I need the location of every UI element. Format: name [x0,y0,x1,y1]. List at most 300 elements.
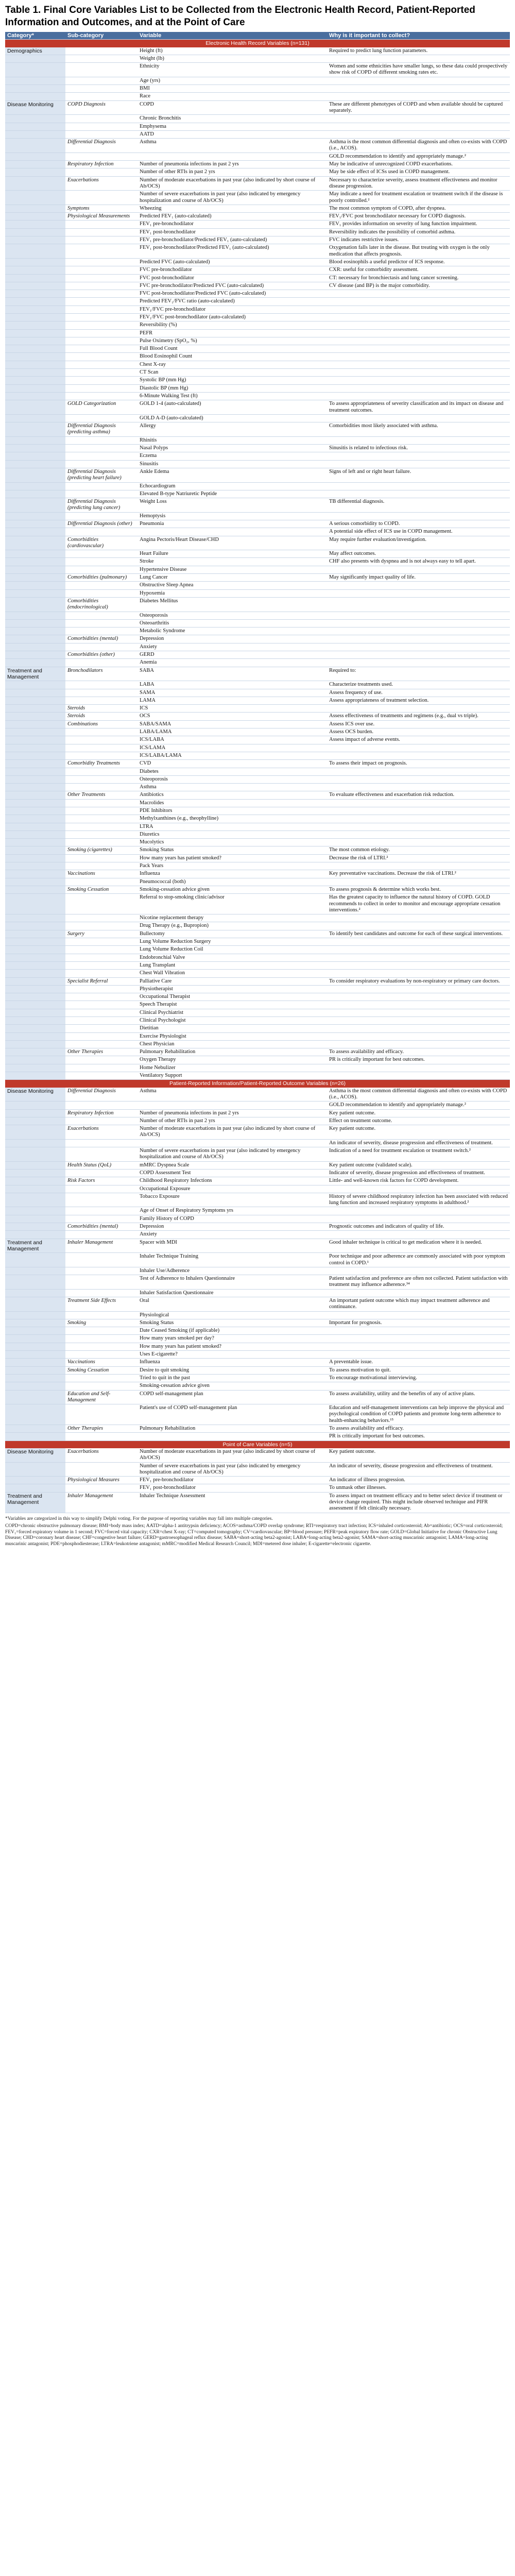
category-cell [5,452,65,460]
why-cell: Assess OCS burden. [327,728,510,736]
subcategory-cell: Comorbidities (mental) [65,1223,138,1231]
table-row [5,345,510,353]
table-row [5,274,510,282]
category-cell: Treatment and Management [5,667,65,681]
why-cell: An indicator of illness progression. [327,1477,510,1484]
table-row [5,736,510,744]
variable-cell: Height (ft) [138,47,327,55]
why-cell: Assess impact of adverse events. [327,736,510,744]
why-cell [327,815,510,823]
subcategory-cell: Smoking (cigarettes) [65,846,138,854]
table-row [5,589,510,597]
category-cell [5,436,65,444]
category-cell [5,582,65,589]
subcategory-cell [65,659,138,667]
variable-cell: Emphysema [138,123,327,130]
why-cell [327,1040,510,1048]
why-cell: To assess availability and efficacy. [327,1425,510,1433]
table-row [5,775,510,783]
variable-cell: Pack Years [138,862,327,870]
why-cell [327,93,510,100]
why-cell: To assess impact on treatment efficacy and to better select device if treatment or device change required. This might include observed technique and PIFR assessment if felt clinically necessary. [327,1492,510,1513]
table-row [5,205,510,212]
variable-cell: Number of other RTIs in past 2 yrs [138,168,327,176]
why-cell [327,628,510,635]
table-row [5,635,510,643]
table-row [5,1366,510,1374]
variable-cell: Tried to quit in the past [138,1374,327,1382]
category-cell: Disease Monitoring [5,1088,65,1101]
why-cell [327,1327,510,1335]
variable-cell: Ankle Edema [138,468,327,482]
subcategory-cell [65,612,138,619]
table-row [5,414,510,422]
subcategory-cell: Respiratory Infection [65,161,138,168]
table-row [5,1359,510,1366]
subcategory-cell [65,894,138,914]
category-cell [5,1177,65,1185]
subcategory-cell [65,1462,138,1477]
table-row [5,1462,510,1477]
subcategory-cell: Inhaler Management [65,1239,138,1253]
why-cell: Prognostic outcomes and indicators of quality of life. [327,1223,510,1231]
subcategory-cell: Inhaler Management [65,1492,138,1513]
table-row [5,1289,510,1297]
category-cell [5,635,65,643]
table-row [5,697,510,704]
table-row [5,139,510,153]
subcategory-cell: Differential Diagnosis (other) [65,520,138,528]
variable-cell: Nicotine replacement therapy [138,914,327,922]
category-cell [5,130,65,138]
variable-cell: Full Blood Count [138,345,327,353]
category-cell [5,1335,65,1343]
category-cell [5,1101,65,1109]
category-cell [5,520,65,528]
why-cell [327,1009,510,1016]
category-cell [5,1359,65,1366]
why-cell [327,85,510,93]
subcategory-cell [65,228,138,236]
variable-cell: Oral [138,1297,327,1311]
subcategory-cell: Vaccinations [65,1359,138,1366]
category-cell [5,791,65,799]
variable-cell: Antibiotics [138,791,327,799]
why-cell: Has the greatest capacity to influence the natural history of COPD. GOLD recommends to collect in order to monitor and encourage appropriate cessation interventions.² [327,894,510,914]
subcategory-cell [65,775,138,783]
table-row [5,115,510,123]
variable-cell: ICS [138,705,327,713]
why-cell: Blood eosinophils a useful predictor of ICS response. [327,258,510,266]
why-cell: Key patient outcome. [327,1125,510,1140]
table-row [5,1207,510,1215]
subcategory-cell [65,1025,138,1032]
why-cell [327,1382,510,1390]
table-row [5,1231,510,1239]
table-row [5,582,510,589]
variable-cell: BMI [138,85,327,93]
category-cell: Treatment and Management [5,1239,65,1253]
category-cell [5,651,65,659]
why-cell [327,377,510,384]
why-cell [327,612,510,619]
why-cell: May indicate a need for treatment escalation or treatment switch if the disease is poorly controlled.² [327,191,510,205]
category-cell [5,1462,65,1477]
why-cell: PR is critically important for best outcomes. [327,1433,510,1440]
variable-cell: Pneumococcal (both) [138,878,327,886]
subcategory-cell [65,799,138,807]
table-row [5,970,510,977]
variable-cell: Age (yrs) [138,77,327,84]
category-cell [5,628,65,635]
category-cell [5,736,65,744]
category-cell [5,298,65,306]
table-row [5,452,510,460]
why-cell [327,1289,510,1297]
why-cell: Assess appropriateness of treatment selection. [327,697,510,704]
table-row [5,1343,510,1350]
category-cell [5,823,65,831]
variable-cell: SABA [138,667,327,681]
category-cell [5,970,65,977]
category-cell [5,290,65,298]
variable-cell: Elevated B-type Natriuretic Peptide [138,490,327,498]
variable-cell [138,152,327,160]
variable-cell: Speech Therapist [138,1001,327,1009]
subcategory-cell [65,1215,138,1223]
category-cell [5,815,65,823]
table-row [5,161,510,168]
table-row [5,298,510,306]
why-cell [327,619,510,627]
why-cell: CV disease (and BP) is the major comorbidity. [327,282,510,290]
subcategory-cell [65,377,138,384]
why-cell [327,384,510,392]
variable-cell: Diuretics [138,831,327,838]
table-row [5,1425,510,1433]
variable-cell: Macrolides [138,799,327,807]
category-cell [5,954,65,961]
category-cell [5,460,65,468]
table-row [5,1048,510,1056]
subcategory-cell: Vaccinations [65,870,138,878]
category-cell [5,228,65,236]
table-row [5,659,510,667]
core-variables-table [5,32,510,1513]
variable-cell: Chronic Bronchitis [138,115,327,123]
table-row [5,1215,510,1223]
subcategory-cell [65,1117,138,1125]
table-row [5,597,510,612]
category-cell [5,400,65,415]
category-cell [5,807,65,815]
variable-cell [138,1139,327,1147]
table-row [5,807,510,815]
subcategory-cell [65,152,138,160]
subcategory-cell [65,839,138,846]
subcategory-cell: Smoking Cessation [65,886,138,893]
variable-cell: How many years has patient smoked? [138,854,327,862]
subcategory-cell [65,1335,138,1343]
why-cell [327,589,510,597]
subcategory-cell [65,460,138,468]
category-cell [5,760,65,768]
variable-cell: CT Scan [138,369,327,377]
why-cell: To assess their impact on prognosis. [327,760,510,768]
category-cell [5,1139,65,1147]
category-cell: Disease Monitoring [5,1448,65,1462]
variable-cell: Desire to quit smoking [138,1366,327,1374]
subcategory-cell: Differential Diagnosis [65,1088,138,1101]
table-row [5,445,510,452]
category-cell [5,490,65,498]
variable-cell: Diabetes Mellitus [138,597,327,612]
table-row [5,176,510,191]
table-row [5,1492,510,1513]
why-cell [327,55,510,62]
category-cell [5,619,65,627]
category-cell [5,414,65,422]
variable-cell: Anxiety [138,1231,327,1239]
why-cell [327,775,510,783]
variable-cell: Inhaler Satisfaction Questionnaire [138,1289,327,1297]
why-cell [327,862,510,870]
category-cell [5,862,65,870]
why-cell: CXR: useful for comorbidity assessment. [327,266,510,274]
variable-cell: Eczema [138,452,327,460]
why-cell: An important patient outcome which may impact treatment adherence and continuance. [327,1297,510,1311]
table-row [5,266,510,274]
why-cell: Asthma is the most common differential diagnosis and often co-exists with COPD (i.e., ACOS). [327,1088,510,1101]
table-row [5,1311,510,1319]
table-row [5,870,510,878]
why-cell [327,878,510,886]
why-cell [327,752,510,759]
table-row [5,643,510,651]
why-cell [327,823,510,831]
variable-cell: PEFR [138,329,327,337]
category-cell [5,1048,65,1056]
table-row [5,566,510,573]
category-cell [5,536,65,550]
variable-cell: Echocardiogram [138,482,327,490]
subcategory-cell [65,946,138,954]
table-row [5,1448,510,1462]
subcategory-cell [65,414,138,422]
subcategory-cell [65,550,138,558]
variable-cell: Influenza [138,870,327,878]
category-cell [5,1040,65,1048]
table-row [5,1169,510,1177]
subcategory-cell [65,274,138,282]
table-row [5,55,510,62]
subcategory-cell [65,85,138,93]
table-row [5,728,510,736]
variable-cell: SAMA [138,689,327,697]
variable-cell: Endobronchial Valve [138,954,327,961]
table-row [5,938,510,946]
subcategory-cell [65,1072,138,1080]
subcategory-cell [65,361,138,368]
category-cell [5,384,65,392]
subcategory-cell [65,298,138,306]
variable-cell: Physiological [138,1311,327,1319]
variable-cell: AATD [138,130,327,138]
category-cell [5,282,65,290]
table-row [5,321,510,329]
subcategory-cell [65,681,138,689]
subcategory-cell [65,878,138,886]
category-cell [5,77,65,84]
subcategory-cell [65,115,138,123]
subcategory-cell [65,337,138,345]
why-cell [327,123,510,130]
why-cell: To assess availability, utility and the benefits of any of active plans. [327,1390,510,1404]
table-row [5,1319,510,1327]
variable-cell: Depression [138,635,327,643]
table-row [5,1147,510,1162]
variable-cell: FEV₁ pre-bronchodilator [138,221,327,228]
variable-cell: Hypertensive Disease [138,566,327,573]
category-cell [5,985,65,993]
variable-cell: Pulmonary Rehabilitation [138,1425,327,1433]
table-row [5,528,510,536]
category-cell [5,574,65,582]
category-cell [5,1125,65,1140]
variable-cell: How many years smoked per day? [138,1335,327,1343]
variable-cell: Pulmonary Rehabilitation [138,1048,327,1056]
subcategory-cell: Specialist Referral [65,977,138,985]
subcategory-cell [65,1289,138,1297]
subcategory-cell [65,1231,138,1239]
table-row [5,498,510,513]
why-cell [327,659,510,667]
variable-cell: Osteoarthritis [138,619,327,627]
table-row [5,1040,510,1048]
subcategory-cell [65,452,138,460]
variable-cell: Home Nebulizer [138,1064,327,1072]
table-row [5,628,510,635]
variable-cell: Anemia [138,659,327,667]
subcategory-cell [65,1040,138,1048]
subcategory-cell [65,93,138,100]
category-cell [5,558,65,566]
subcategory-cell [65,55,138,62]
table-row [5,152,510,160]
table-row [5,85,510,93]
table-row [5,1161,510,1169]
subcategory-cell [65,1267,138,1275]
category-cell [5,1223,65,1231]
why-cell [327,1335,510,1343]
why-cell [327,1207,510,1215]
subcategory-cell [65,445,138,452]
category-cell [5,468,65,482]
why-cell: The most common etiology. [327,846,510,854]
variable-cell: ICS/LABA [138,736,327,744]
variable-cell: COPD [138,100,327,115]
why-cell [327,353,510,361]
table-row [5,123,510,130]
category-cell [5,1425,65,1433]
subcategory-cell: GOLD Categorization [65,400,138,415]
category-cell [5,846,65,854]
subcategory-cell [65,191,138,205]
subcategory-cell [65,985,138,993]
variable-cell: mMRC Dyspnea Scale [138,1161,327,1169]
table-row [5,313,510,321]
why-cell: May be indicative of unrecognized COPD exacerbations. [327,161,510,168]
category-cell [5,1109,65,1117]
table-row [5,1382,510,1390]
table-row [5,1001,510,1009]
why-cell: An indicator of severity, disease progression and effectiveness of treatment. [327,1462,510,1477]
category-cell [5,482,65,490]
table-row [5,720,510,728]
variable-cell: How many years has patient smoked? [138,1343,327,1350]
subcategory-cell [65,345,138,353]
category-cell [5,1311,65,1319]
why-cell: To assess appropriateness of severity classification and its impact on disease and treatment outcomes. [327,400,510,415]
variable-cell: Asthma [138,1088,327,1101]
category-cell: Demographics [5,47,65,55]
category-cell [5,566,65,573]
variable-cell: Clinical Psychiatrist [138,1009,327,1016]
category-cell [5,1231,65,1239]
why-cell: FVC indicates restrictive issues. [327,236,510,244]
why-cell [327,961,510,969]
variable-cell: CVD [138,760,327,768]
table-row [5,1433,510,1440]
variable-cell: FEV₁/FVC post-bronchodilator (auto-calculated) [138,313,327,321]
subcategory-cell [65,728,138,736]
subcategory-cell [65,1327,138,1335]
category-cell [5,221,65,228]
variable-cell: Osteoporosis [138,612,327,619]
why-cell [327,651,510,659]
table-title: Table 1. Final Core Variables List to be Collected from the Electronic Health Record, Patient-Reported Information and Outcomes, and at the Point of Care [5,5,475,28]
variable-cell: GOLD 1-4 (auto-calculated) [138,400,327,415]
variable-cell: Inhaler Use/Adherence [138,1267,327,1275]
table-row [5,993,510,1001]
subcategory-cell [65,244,138,259]
variable-cell: Inhaler Technique Assessment [138,1492,327,1513]
why-cell: Effect on treatment outcome. [327,1117,510,1125]
why-cell: Required to predict lung function parameters. [327,47,510,55]
subcategory-cell [65,1139,138,1147]
variable-cell: Drug Therapy (e.g., Bupropion) [138,922,327,930]
table-row [5,815,510,823]
category-cell [5,839,65,846]
variable-cell: Spacer with MDI [138,1239,327,1253]
table-row [5,894,510,914]
why-cell: The most common symptom of COPD, after dyspnea. [327,205,510,212]
variable-cell: Weight Loss [138,498,327,513]
table-header [5,32,510,40]
variable-cell: Lung Transplant [138,961,327,969]
why-cell [327,290,510,298]
footnote: COPD=chronic obstructive pulmonary disease; BMI=body mass index; AATD=alpha-1 antitrypsin deficiency; ACOS=asthma/COPD overlap syndrome; RTI=respiratory tract infection; ICS=inhaled corticosteroid; Ab=antibiotic; OCS=oral corticosteroid; FEV₁=forced expiratory volume in 1 second; FVC=forced vital capacity; CXR=chest X-ray; CT=computed tomography; CV=cardiovascular; BP=blood pressure; PEFR=peak expiratory flow rate; GOLD=Global Initiative for chronic Obstructive Lung Disease; CHD=coronary heart disease; CHF=congestive heart failure; GERD=gastroesophageal reflux disease; SABA=short-acting beta2-agonist; LABA=long-acting beta2-agonist; SAMA=short-acting muscarinic antagonist; LAMA=long-acting muscarinic antagonist; PDE=phosphodiesterase; LTRA=leukotriene antagonist; mMRC=modified Medical Research Council; MDI=metered dose inhaler; E-cigarette=electronic cigarette. [5,1523,503,1547]
variable-cell: Hemoptysis [138,512,327,520]
subcategory-cell: COPD Diagnosis [65,100,138,115]
table-row [5,258,510,266]
category-cell [5,681,65,689]
why-cell [327,436,510,444]
subcategory-cell [65,744,138,752]
table-row [5,436,510,444]
category-cell [5,392,65,400]
variable-cell: Date Ceased Smoking (if applicable) [138,1327,327,1335]
